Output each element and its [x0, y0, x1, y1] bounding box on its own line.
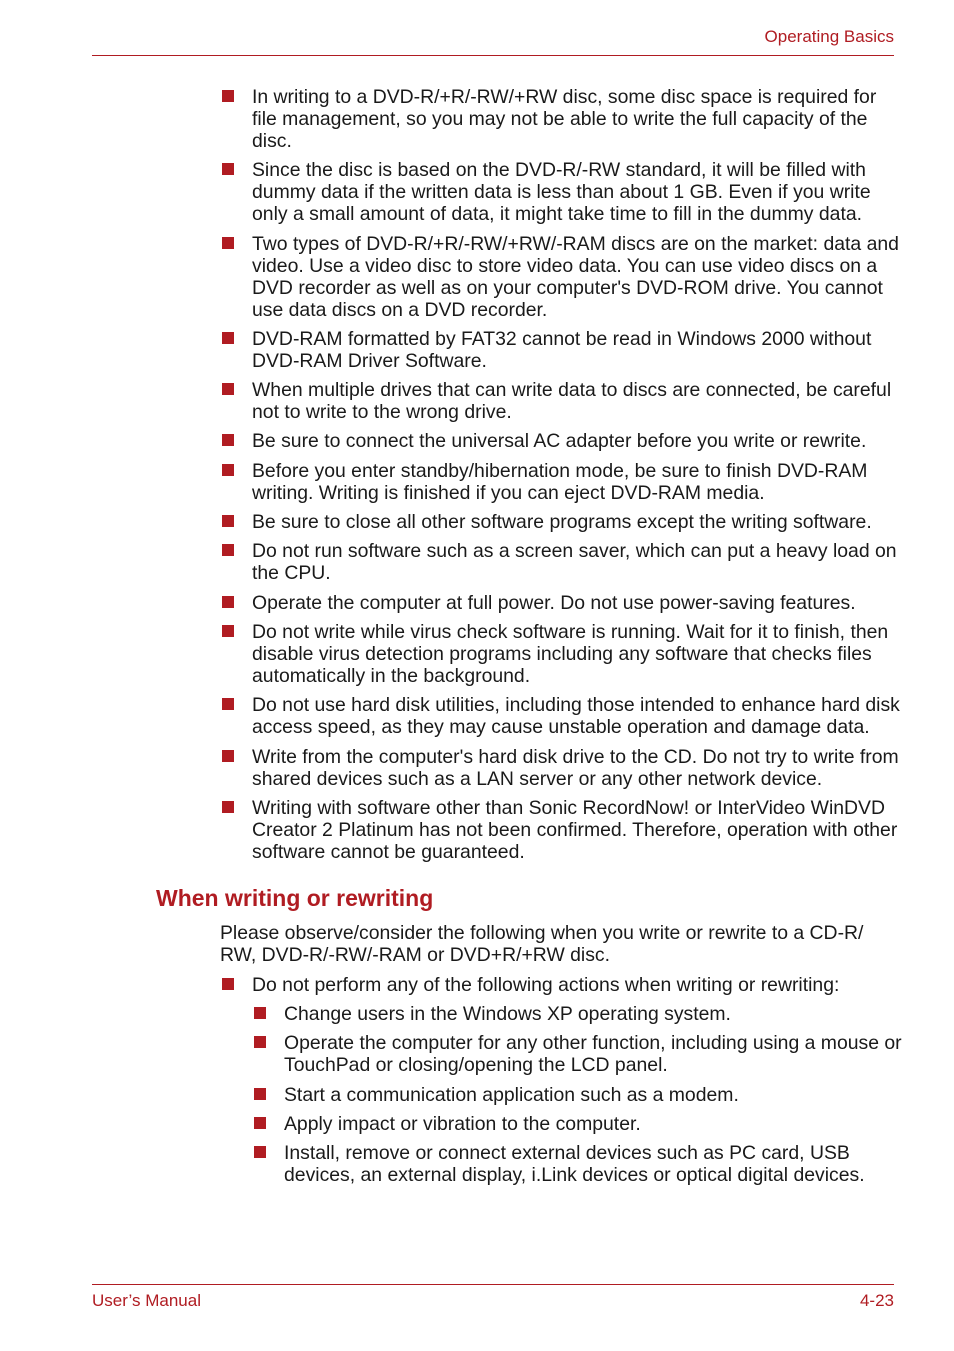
square-bullet-icon: [254, 1007, 266, 1019]
list-item: [0, 159, 954, 225]
square-bullet-icon: [222, 801, 234, 813]
square-bullet-icon: [222, 544, 234, 556]
sub-list-item-text: Install, remove or connect external devices such as PC card, USB devices, an external display, i.Link devices or optical digital devices.: [284, 1142, 865, 1187]
list-item-text: DVD-RAM formatted by FAT32 cannot be read in Windows 2000 without DVD-RAM Driver Software.: [252, 327, 872, 372]
square-bullet-icon: [222, 750, 234, 762]
header-rule: [92, 55, 894, 56]
list-item-text: Since the disc is based on the DVD-R/-RW standard, it will be filled with dummy data if the written data is less than about 1 GB. Even if you write only a small amount of data, it might take time to fill in the dummy data.: [252, 159, 871, 226]
list-item: [0, 460, 954, 504]
list-item: [0, 621, 954, 687]
square-bullet-icon: [254, 1117, 266, 1129]
section-heading: When writing or rewriting: [156, 884, 434, 911]
list-item: [0, 328, 954, 372]
list-item-text: Do not use hard disk utilities, including those intended to enhance hard disk access speed, as they may cause unstable operation and damage data.: [252, 694, 900, 739]
list-item: [0, 797, 954, 863]
footer-manual-title: User’s Manual: [92, 1291, 201, 1310]
list-item-text: Do not write while virus check software is running. Wait for it to finish, then disable virus detection programs including any software that checks files automatically in the background.: [252, 620, 889, 687]
list-item: [0, 511, 954, 533]
square-bullet-icon: [222, 515, 234, 527]
list-item-text: Be sure to connect the universal AC adapter before you write or rewrite.: [252, 430, 867, 453]
square-bullet-icon: [222, 464, 234, 476]
sub-list-item: [0, 1003, 954, 1025]
square-bullet-icon: [222, 698, 234, 710]
list-item-text: Be sure to close all other software programs except the writing software.: [252, 511, 872, 534]
list-item: [0, 233, 954, 321]
square-bullet-icon: [254, 1036, 266, 1048]
list-item-text: Before you enter standby/hibernation mode, be sure to finish DVD-RAM writing. Writing is finished if you can eject DVD-RAM media.: [252, 459, 868, 504]
list-item-text: Writing with software other than Sonic RecordNow! or InterVideo WinDVD Creator 2 Platinum has not been confirmed. Therefore, operation with other software cannot be guaranteed.: [252, 796, 898, 863]
list-item: [0, 86, 954, 152]
sub-list-item-text: Start a communication application such as a modem.: [284, 1083, 739, 1106]
list-item: [0, 974, 954, 996]
square-bullet-icon: [254, 1088, 266, 1100]
square-bullet-icon: [222, 596, 234, 608]
square-bullet-icon: [222, 163, 234, 175]
section-intro: Please observe/consider the following when you write or rewrite to a CD-R/ RW, DVD-R/-RW/-RAM or DVD+R/+RW disc.: [220, 921, 864, 966]
sub-list-item: [0, 1142, 954, 1186]
square-bullet-icon: [222, 434, 234, 446]
sub-list-item: [0, 1032, 954, 1076]
list-item-text: Two types of DVD-R/+R/-RW/+RW/-RAM discs are on the market: data and video. Use a video disc to store video data. You can use video discs on a DVD recorder as well as on your computer's DVD-ROM drive. You cannot use data discs on a DVD recorder.: [252, 232, 899, 321]
page-number: 4-23: [859, 1291, 894, 1310]
sub-list-item: [0, 1113, 954, 1135]
running-header: Operating Basics: [764, 27, 894, 46]
sub-list-item-text: Apply impact or vibration to the computer.: [284, 1113, 641, 1136]
list-item-text: Write from the computer's hard disk drive to the CD. Do not try to write from shared devices such as a LAN server or any other network device.: [252, 745, 899, 790]
square-bullet-icon: [222, 237, 234, 249]
sub-bullet-list: [0, 1003, 954, 1186]
sub-list-item: [0, 1084, 954, 1106]
square-bullet-icon: [222, 332, 234, 344]
bullet-list: [0, 86, 954, 863]
list-item: [0, 379, 954, 423]
list-item-text: Do not perform any of the following actions when writing or rewriting:: [252, 973, 840, 996]
list-item-text: Do not run software such as a screen saver, which can put a heavy load on the CPU.: [252, 540, 897, 585]
list-item: [0, 592, 954, 614]
square-bullet-icon: [222, 383, 234, 395]
list-item: [0, 694, 954, 738]
section-bullet-list: [0, 974, 954, 996]
sub-list-item-text: Operate the computer for any other function, including using a mouse or TouchPad or closing/opening the LCD panel.: [284, 1032, 902, 1077]
list-item-text: In writing to a DVD-R/+R/-RW/+RW disc, some disc space is required for file management, so you may not be able to write the full capacity of the disc.: [252, 86, 877, 152]
list-item: [0, 540, 954, 584]
list-item: [0, 746, 954, 790]
list-item: [0, 430, 954, 452]
list-item-text: When multiple drives that can write data to discs are connected, be careful not to write to the wrong drive.: [252, 379, 892, 424]
square-bullet-icon: [222, 978, 234, 990]
square-bullet-icon: [254, 1146, 266, 1158]
list-item-text: Operate the computer at full power. Do not use power-saving features.: [252, 591, 856, 614]
footer-rule: [92, 1284, 894, 1285]
square-bullet-icon: [222, 625, 234, 637]
sub-list-item-text: Change users in the Windows XP operating system.: [284, 1003, 731, 1026]
page-content: [0, 86, 954, 1194]
square-bullet-icon: [222, 90, 234, 102]
